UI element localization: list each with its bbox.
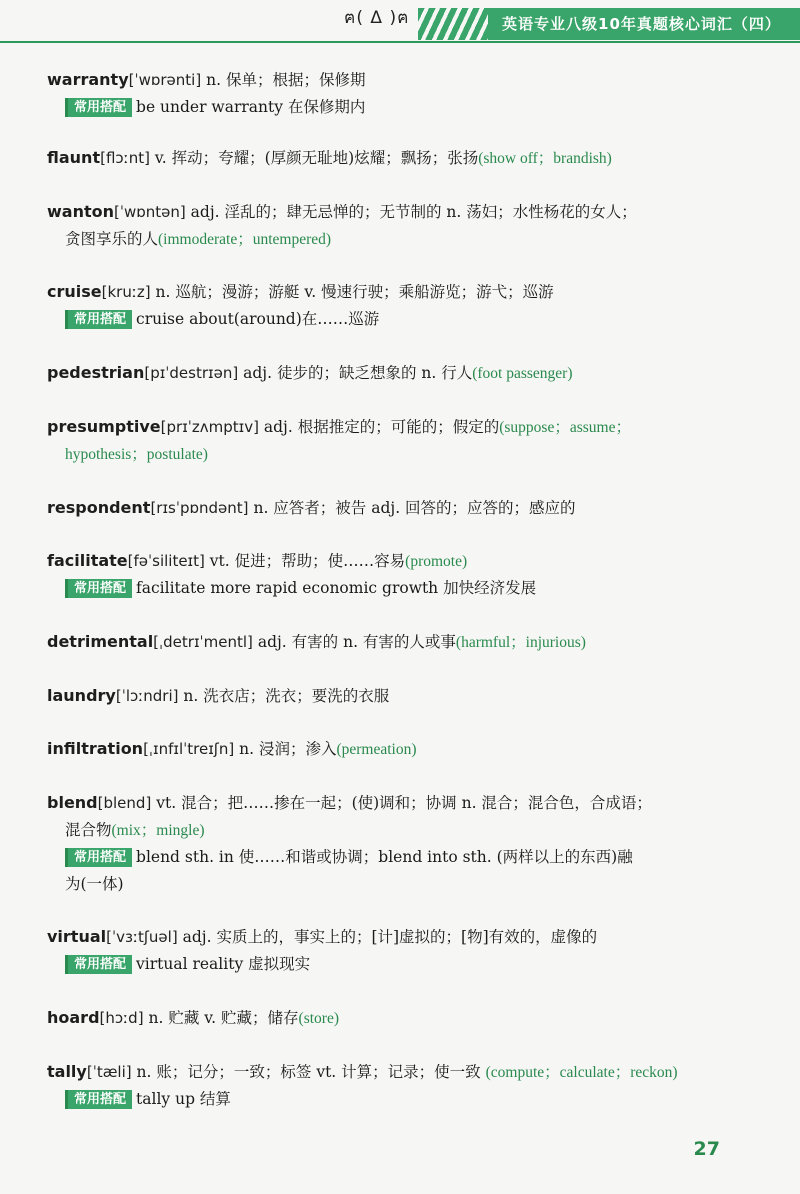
- definition: n. 应答者；被告 adj. 回答的；应答的；感应的: [248, 499, 576, 517]
- headword: facilitate: [47, 551, 128, 570]
- definition: adj. 徒步的；缺乏想象的 n. 行人: [238, 364, 473, 382]
- definition: n. 保单；根据；保修期: [201, 71, 366, 89]
- header-title: 英语专业八级10年真题核心词汇（四）: [488, 8, 800, 40]
- synonyms: (compute；calculate；reckon): [485, 1064, 678, 1081]
- phonetic: [ˈtæli]: [86, 1063, 132, 1081]
- definition: n. 浸润；渗入: [234, 740, 337, 758]
- header-rule: [0, 41, 800, 43]
- synonyms: (promote): [405, 553, 468, 570]
- header-stripes: [418, 8, 488, 40]
- phonetic: [pɪˈdestrɪən]: [144, 364, 239, 382]
- phonetic: [ˈlɔːndri]: [115, 687, 179, 705]
- definition: n. 洗衣店；洗衣；要洗的衣服: [178, 687, 390, 705]
- headword: infiltration: [47, 739, 144, 758]
- header-emoticon: ฅ( Δ )ฅ: [344, 8, 410, 28]
- phonetic: [rɪsˈpɒndənt]: [150, 499, 249, 517]
- entry-hoard: [47, 1004, 727, 1032]
- headword: respondent: [47, 498, 151, 517]
- collocation: facilitate more rapid economic growth 加快经济发展: [136, 579, 537, 597]
- definition: n. 贮藏 v. 贮藏；储存: [143, 1009, 299, 1027]
- definition: adj. 有害的 n. 有害的人或事: [252, 633, 456, 651]
- entry-laundry: [47, 682, 727, 710]
- entry-flaunt: [47, 144, 727, 172]
- entry-blend: [47, 789, 727, 898]
- definition: vt. 混合；把……掺在一起；(使)调和；协调 n. 混合；混合色，合成语；: [151, 794, 652, 812]
- collocation-badge: 常用搭配: [65, 98, 132, 117]
- synonyms: (mix；mingle): [111, 822, 205, 839]
- synonyms: (show off；brandish): [478, 150, 612, 167]
- collocation: cruise about(around)在……巡游: [136, 310, 380, 328]
- definition: v. 挥动；夸耀；(厚颜无耻地)炫耀；飘扬；张扬: [149, 149, 479, 167]
- phonetic: [ˌɪnfɪlˈtreɪʃn]: [143, 740, 235, 758]
- entry-infiltration: [47, 735, 727, 763]
- phonetic: [blend]: [97, 794, 152, 812]
- entry-tally: [47, 1058, 727, 1113]
- page-header: [0, 0, 800, 44]
- headword: virtual: [47, 927, 107, 946]
- phonetic: [kruːz]: [101, 283, 151, 301]
- collocation-cont: 为(一体): [65, 875, 124, 893]
- headword: laundry: [47, 686, 116, 705]
- headword: cruise: [47, 282, 102, 301]
- synonyms-cont: hypothesis；postulate): [65, 446, 208, 463]
- collocation-badge: 常用搭配: [65, 310, 132, 329]
- synonyms: (permeation): [336, 741, 417, 758]
- definition-cont: 贪图享乐的人: [65, 230, 159, 248]
- phonetic: [ˈwɒntən]: [114, 203, 186, 221]
- definition: adj. 实质上的，事实上的；[计]虚拟的；[物]有效的，虚像的: [177, 928, 598, 946]
- definition: n. 账；记分；一致；标签 vt. 计算；记录；使一致: [131, 1063, 486, 1081]
- phonetic: [flɔːnt]: [100, 149, 150, 167]
- entry-detrimental: [47, 628, 727, 656]
- headword: detrimental: [47, 632, 154, 651]
- headword: flaunt: [47, 148, 101, 167]
- synonyms: (suppose；assume；: [499, 419, 631, 436]
- definition: vt. 促进；帮助；使……容易: [204, 552, 406, 570]
- synonyms: (harmful；injurious): [455, 634, 586, 651]
- definition-cont: 混合物: [65, 821, 112, 839]
- entry-facilitate: [47, 547, 727, 602]
- entry-cruise: [47, 278, 727, 333]
- collocation: blend sth. in 使……和谐或协调；blend into sth. (两样以上的东西)融: [136, 848, 633, 866]
- headword: tally: [47, 1062, 87, 1081]
- entry-virtual: [47, 923, 727, 978]
- phonetic: [hɔːd]: [99, 1009, 144, 1027]
- definition: n. 巡航；漫游；游艇 v. 慢速行驶；乘船游览；游弋；巡游: [150, 283, 554, 301]
- collocation: virtual reality 虚拟现实: [136, 955, 311, 973]
- headword: blend: [47, 793, 98, 812]
- entry-warranty: [47, 66, 727, 121]
- phonetic: [prɪˈzʌmptɪv]: [160, 418, 259, 436]
- phonetic: [ˈwɒrənti]: [128, 71, 202, 89]
- collocation: tally up 结算: [136, 1090, 231, 1108]
- page-number: 27: [693, 1138, 720, 1160]
- definition: adj. 淫乱的；肆无忌惮的；无节制的 n. 荡妇；水性杨花的女人；: [185, 203, 637, 221]
- definition: adj. 根据推定的；可能的；假定的: [258, 418, 500, 436]
- headword: wanton: [47, 202, 114, 221]
- collocation-badge: 常用搭配: [65, 848, 132, 867]
- synonyms: (foot passenger): [472, 365, 573, 382]
- entry-wanton: [47, 198, 727, 253]
- headword: hoard: [47, 1008, 100, 1027]
- headword: presumptive: [47, 417, 161, 436]
- collocation-badge: 常用搭配: [65, 955, 132, 974]
- headword: pedestrian: [47, 363, 145, 382]
- synonyms: (store): [298, 1010, 339, 1027]
- phonetic: [ˈvɜːtʃuəl]: [106, 928, 178, 946]
- phonetic: [ˌdetrɪˈmentl]: [153, 633, 253, 651]
- phonetic: [fəˈsiliteɪt]: [127, 552, 205, 570]
- synonyms: (immoderate；untempered): [158, 231, 332, 248]
- collocation: be under warranty 在保修期内: [136, 98, 366, 116]
- headword: warranty: [47, 70, 129, 89]
- collocation-badge: 常用搭配: [65, 1090, 132, 1109]
- entry-presumptive: [47, 413, 727, 468]
- entry-pedestrian: [47, 359, 727, 387]
- entry-respondent: [47, 494, 727, 522]
- collocation-badge: 常用搭配: [65, 579, 132, 598]
